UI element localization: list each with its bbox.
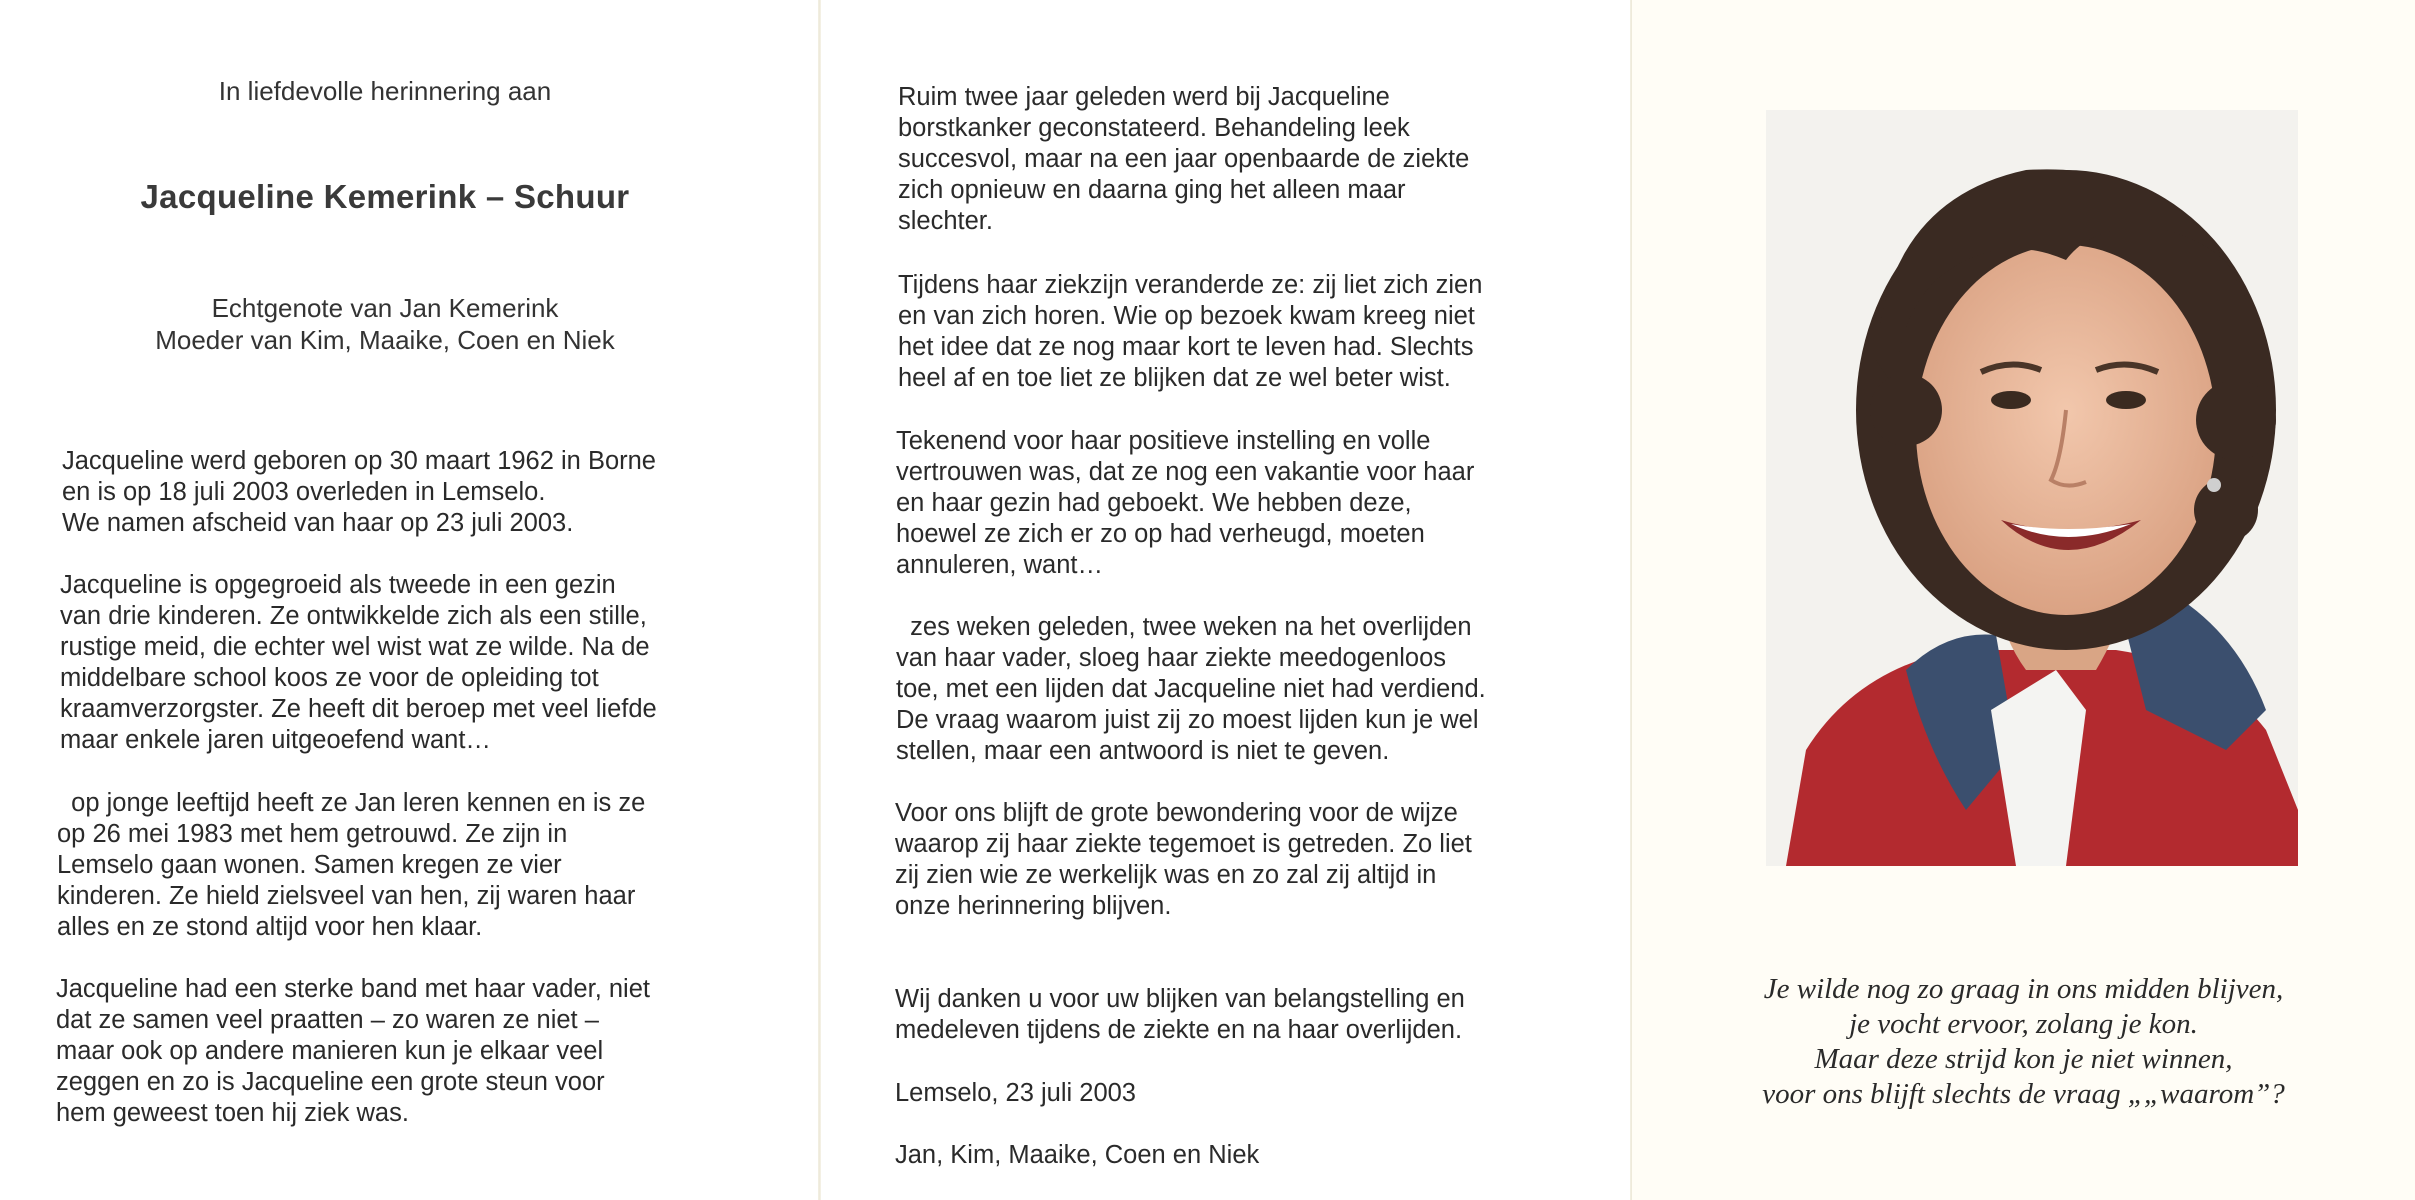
text-line: annuleren, want… — [896, 551, 1103, 579]
text-line: We namen afscheid van haar op 23 juli 2003. — [62, 509, 574, 537]
text-line: zeggen en zo is Jacqueline een grote steun voor — [56, 1068, 605, 1096]
text-line: medeleven tijdens de ziekte en na haar overlijden. — [895, 1016, 1463, 1044]
paragraph-thanks — [895, 984, 1465, 1046]
text-line: De vraag waarom juist zij zo moest lijden kun je wel — [896, 706, 1479, 734]
text-line: Tekenend voor haar positieve instelling en volle — [896, 427, 1431, 455]
text-line: maar enkele jaren uitgeoefend want… — [60, 726, 491, 754]
paragraph-vacation — [896, 426, 1474, 581]
place-date — [895, 1078, 1136, 1109]
text-line: Lemselo gaan wonen. Samen kregen ze vier — [57, 851, 562, 879]
text-line: kinderen. Ze hield zielsveel van hen, zij waren haar — [57, 882, 636, 910]
left-page — [0, 0, 820, 1200]
paragraph-youth — [60, 570, 657, 756]
text-line: kraamverzorgster. Ze heeft dit beroep met veel liefde — [60, 695, 657, 723]
text-line: heel af en toe liet ze blijken dat ze wel beter wist. — [898, 364, 1451, 392]
text-line: Jacqueline had een sterke band met haar vader, niet — [56, 975, 650, 1003]
text-line: rustige meid, die echter wel wist wat ze wilde. Na de — [60, 633, 650, 661]
text-line: Ruim twee jaar geleden werd bij Jacqueline — [898, 83, 1390, 111]
text-line: borstkanker geconstateerd. Behandeling leek — [898, 114, 1410, 142]
text-line: waarop zij haar ziekte tegemoet is getreden. Zo liet — [895, 830, 1472, 858]
text-line: het idee dat ze nog maar kort te leven had. Slechts — [898, 333, 1474, 361]
text-line: stellen, maar een antwoord is niet te geven. — [896, 737, 1390, 765]
portrait-photo-icon — [1766, 110, 2298, 866]
text-line: hoewel ze zich er zo op had verheugd, moeten — [896, 520, 1425, 548]
text-line: op 26 mei 1983 met hem getrouwd. Ze zijn in — [57, 820, 568, 848]
middle-page — [820, 0, 1632, 1200]
text-line: van haar vader, sloeg haar ziekte meedogenloos — [896, 644, 1447, 672]
text-line: vertrouwen was, dat ze nog een vakantie voor haar — [896, 458, 1475, 486]
relation-line: Moeder van Kim, Maaike, Coen en Niek — [155, 325, 615, 355]
text-line: middelbare school koos ze voor de opleiding tot — [60, 664, 599, 692]
text-line: en haar gezin had geboekt. We hebben deze, — [896, 489, 1412, 517]
text-line: op jonge leeftijd heeft ze Jan leren kennen en is ze — [57, 789, 646, 817]
text-line: succesvol, maar na een jaar openbaarde de ziekte — [898, 145, 1470, 173]
text-line: van drie kinderen. Ze ontwikkelde zich als een stille, — [60, 602, 647, 630]
intro-text: In liefdevolle herinnering aan — [218, 76, 552, 106]
relations — [0, 292, 770, 356]
text-line: alles en ze stond altijd voor hen klaar. — [57, 913, 483, 941]
paragraph-admiration — [895, 798, 1472, 922]
text-line: zes weken geleden, twee weken na het overlijden — [896, 613, 1472, 641]
text-line: Lemselo, 23 juli 2003 — [895, 1079, 1136, 1107]
text-line: maar ook op andere manieren kun je elkaar veel — [56, 1037, 604, 1065]
text-line: en van zich horen. Wie op bezoek kwam kreeg niet — [898, 302, 1475, 330]
text-line: Jacqueline is opgegroeid als tweede in een gezin — [60, 571, 616, 599]
text-line: onze herinnering blijven. — [895, 892, 1172, 920]
text-line: slechter. — [898, 207, 993, 235]
text-line: Jacqueline werd geboren op 30 maart 1962 in Borne — [62, 447, 656, 475]
poem — [1632, 972, 2415, 1112]
text-line: Voor ons blijft de grote bewondering voor de wijze — [895, 799, 1458, 827]
paragraph-birth-death — [62, 446, 656, 539]
text-line: en is op 18 juli 2003 overleden in Lemselo. — [62, 478, 546, 506]
text-line: zich opnieuw en daarna ging het alleen maar — [898, 176, 1406, 204]
paragraph-diagnosis — [898, 82, 1469, 237]
paragraph-illness — [898, 270, 1482, 394]
paragraph-last-weeks — [896, 612, 1486, 767]
family-signature — [895, 1140, 1259, 1171]
poem-line: Je wilde nog zo graag in ons midden blijven, — [1763, 973, 2284, 1005]
text-line: Jan, Kim, Maaike, Coen en Niek — [895, 1141, 1260, 1169]
poem-line: voor ons blijft slechts de vraag „„waarom”? — [1762, 1078, 2285, 1110]
paragraph-marriage — [57, 788, 645, 943]
text-line: zij zien wie ze werkelijk was en zo zal zij altijd in — [895, 861, 1437, 889]
paragraph-father — [56, 974, 650, 1129]
text-line: toe, met een lijden dat Jacqueline niet had verdiend. — [896, 675, 1486, 703]
text-line: Wij danken u voor uw blijken van belangstelling en — [895, 985, 1465, 1013]
poem-line: je vocht ervoor, zolang je kon. — [1849, 1008, 2198, 1040]
text-line: hem geweest toen hij ziek was. — [56, 1099, 409, 1127]
deceased-name: Jacqueline Kemerink – Schuur — [140, 178, 630, 215]
poem-line: Maar deze strijd kon je niet winnen, — [1814, 1043, 2233, 1075]
text-line: Tijdens haar ziekzijn veranderde ze: zij liet zich zien — [898, 271, 1483, 299]
text-line: dat ze samen veel praatten – zo waren ze niet – — [56, 1006, 599, 1034]
relation-line: Echtgenote van Jan Kemerink — [211, 293, 559, 323]
